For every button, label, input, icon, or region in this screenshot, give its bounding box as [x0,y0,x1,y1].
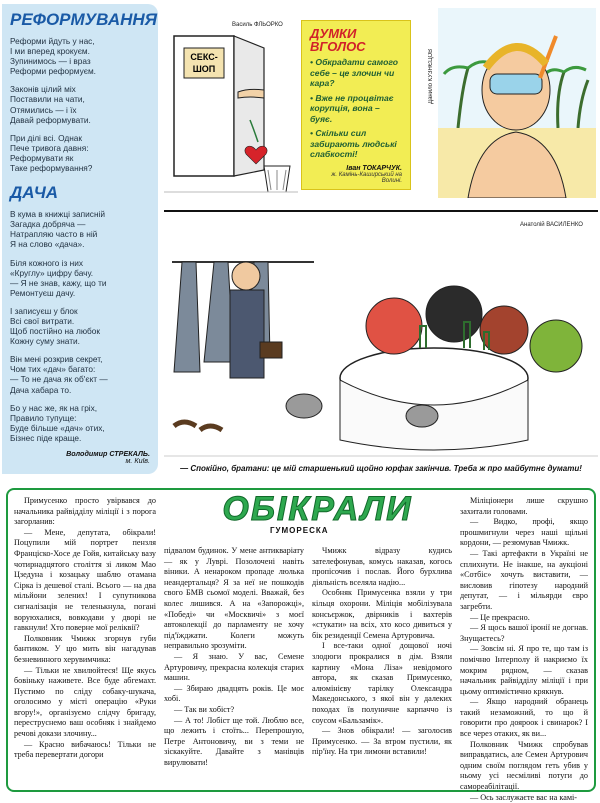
paragraph: — Мене, депутата, обікрали! Поцупили мій портрет пензля Франціско-Хосе де Гойя, китайську вазу чотирнадцятого століття зі ликом Мао Цзедуна і козацьку шаблю отамана Сірка із дешевої сталі. Всього — на два мільйони зелених! І супутникова сигналізація не теленькнула, погані воруюхалися, вовкодави у дворі не гавкнули! Хто поверне мої реліквії? [14,527,156,633]
paragraph: — Це прекрасно. [470,612,530,622]
paragraph: — Знов обікрали! — заголосив Примусенко. — За втром пустили, як пір'їну. На три лимони вставили! [312,726,452,757]
paragraph: — Якщо народний обранець такий незаможний, то що й говорити про дояроок і свинарок? І все через отаких, як ви... [460,697,588,739]
poem2-stanza: Бо у нас же, як на гріх, Правило тупуще: Буде більше «дач» отих, Бізнес піде краще. [10,402,105,443]
poem1-stanza: Законів цілий міх Поставили на чати, Отямились — і їх Давай реформувати. [10,84,91,125]
article-subtitle: ГУМОРЕСКА [270,526,329,535]
businessman [230,290,264,378]
poem1-stanza: Реформи йдуть у нас, І ми вперед крокуєм. Зупинимось — і враз Реформи реформуєм. [10,36,96,77]
paragraph: Полковник Чмижк згорнув губи бантиком. У цю мить він нагадував безневинного херувимчика: [14,633,156,664]
article-column-2 [164,546,304,768]
article-column-1 [14,496,156,761]
guest-red [366,298,422,354]
article-column-4 [460,496,588,803]
main-cartoon-caption: — Спокійно, братани: це мій старшенький щойно юрфак закінчив. Треба ж про майбутнє думати! [180,464,582,473]
paragraph: — Зовсім ні. Я про те, що там із помічню Інтерполу й накриємо їх мокрим рядном, — сказав начальник райвідділу міліції і при цьому оптимістично крякнув. [460,644,588,696]
diving-mask [490,74,542,94]
quote-item: • Обкрадати самого себе – це злочин чи кара? [310,57,398,88]
paragraph: — Тільки не хвилюйтеся! Ще якусь бовіньку наживете. Все буде абгемахт. Пустимо по сліду собаку-шукача, оголосимо у місті операцію «Руки вгору!», організуємо слідчу бригаду, переструснемо ваш особняк і знайдемо речові докази злочину... [14,665,156,739]
paragraph: — Видко, профі, якщо прошмигнули через наші щільні кордони, — резюмував Чмижк. [460,517,588,548]
sex-shop-cartoon [164,30,298,200]
article-title: ОБІКРАЛИ [222,490,413,528]
guest-brown [480,306,528,354]
paragraph: — Збираю двадцять років. Це моє хобі. [164,683,304,704]
quote-item: • Скільки сил забирають людські слабкості! [310,128,397,159]
paragraph: — Так ви хобіст? [174,704,235,714]
cat-gray-2 [406,405,438,427]
paragraph: — Я щось вашої іронії не догнав. Знущаєтесь? [460,623,588,643]
quotes-title-line1: ДУМКИ [310,26,357,41]
quotes-box [301,20,411,190]
hand-arm [238,89,264,98]
guest-green [530,320,582,372]
poem2-author: Володимир СТРЕКАЛЬ. [66,449,150,458]
section-divider [164,210,598,212]
paragraph: Чмижк відразу кудись зателефонував, комусь наказав, когось пропісочив і послав. Його бурхлива діяльність вселяла надію... [312,546,452,587]
poem2-stanza: В кума в книжці записній Загадка добряча — Натрапляю часто в ній Я на слово «дача». [10,209,106,250]
sign-text-line1: СЕКС- [190,52,218,62]
shop-artist-credit: Василь ФЛЬОРКО [232,22,283,28]
paragraph: — Я знаю. У вас, Семене Артуровичу, прекрасна колекція старих машин. [164,651,304,683]
quotes-author: Іван ТОКАРЧУК. [346,164,402,172]
beach-cartoon [438,8,596,198]
paragraph: — А то! Лобіст ще той. Люблю все, що лежить і стоїть... Перепрошую, Петре Антоновичу, ви з теми не зіскакуйте. Давайте з манівців вирулювати! [164,715,304,767]
paragraph: — Такі артефакти в Україні не сплихнути. Не інакше, на аукціоні «Сотбіс» хочуть виставити, — висловив гіпотезу народний депутат, — і мільярди євро загребти. [460,548,588,611]
guest-dark [426,286,482,342]
poem2-stanza: І записуєш у блок Всі свої витрати. Щоб постійно на любок Кожну суму знати. [10,305,101,347]
poem2-place: м. Київ. [125,456,150,465]
article-column-3 [312,546,452,758]
beach-artist-credit: Данило КУЗНЄЦОВ [428,48,434,104]
poem-title-reformuvannya: РЕФОРМУВАННЯ [10,10,158,29]
poems-sidebar [2,4,158,474]
paragraph: Особняк Примусенка взяли у три кільця охорони. Міліція мобілізувала консьєржок, двірників і вахтерів «стукати» на всіх, хто косо дивиться у бік резиденції Семена Артуровича. [312,588,452,640]
quotes-place: ж. Камінь-Каширський на Волині. [331,171,402,184]
paragraph: — Ось заслужаєте вас на камі- [470,792,578,802]
paragraph: підвалом будинок. У мене антикваріату — як у Луврі. Позолочені навіть віники. А ненароком пропаде люлька неандертальця? Я за неї не пошкодів свого БМВ сьомої моделі. Вважай, без колес лишився. А на «Запорожці», «Победі» чи «Москвичі» з моєї автоколекції до парламенту не хочу під'їжджати. Колеги можуть неправильно зрозуміти. [164,546,304,651]
sign-text-line2: ШОП [192,64,216,74]
poem-title-dacha: ДАЧА [10,183,59,203]
paragraph: — Красно вибачаюсь! Тільки не треба перевертати догори [14,739,156,760]
restaurant-cartoon [164,230,598,458]
paragraph: Міліціонери лише скрушно захитали головами. [460,496,588,516]
paragraph: Полковник Чмижк спробував виправдатись, але Семен Артурович одним своїм поглядом геть убив у ньому усі несміливі потуги до самореабілітації. [460,739,588,792]
paragraph: І все-таки одної дощової ночі злодюги прокралися в дім. Взяли картину «Мона Ліза» невідомого автора, як сказав Примусенко, алюмінієву тарілку Олександра Македонського, з якої він у далеких походах їв полуничне карпаччо із соусом «Бальзамік». [312,641,452,725]
briefcase [260,342,282,358]
poem2-stanza: Біля кожного із них «Круглу» цифру бачу. — Я не знав, кажу, що ти Ремонтуєш дачу. [10,257,107,298]
poem1-stanza: При ділі всі. Однак Пече тривога давня: Реформувати як Таке реформування? [10,132,93,174]
cat-gray [286,394,322,418]
quote-item: • Вже не процвітає корупція, вона – буяє. [310,92,394,124]
paragraph: Примусенко просто увірвався до начальника райвідділу міліції і з порога загорланив: [14,496,156,527]
poem2-stanza: Він мені розкрив секрет, Чом тих «дач» багато: — То не дача як об'єкт — Дача хабара то. [10,354,108,395]
main-artist-credit: Анатолій ВАСИЛЕНКО [520,222,583,228]
quotes-title-line2: ВГОЛОС [310,39,366,54]
